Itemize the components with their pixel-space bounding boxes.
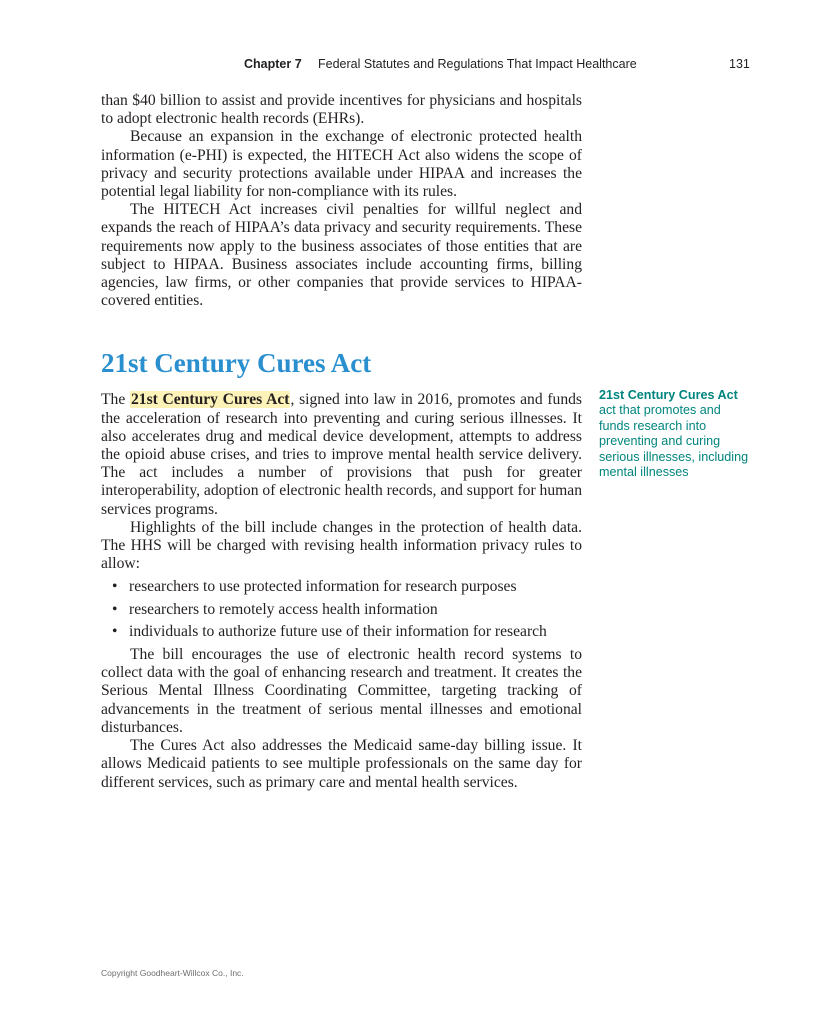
bullet-icon: • — [112, 622, 118, 640]
list-item: • individuals to authorize future use of their information for research — [112, 622, 547, 640]
bullet-icon: • — [112, 578, 118, 596]
section-heading: 21st Century Cures Act — [101, 348, 372, 379]
section-paragraph-3: The bill encourages the use of electronic health record systems to collect data with the goal of enhancing research and treatment. It creates the Serious Mental Illness Coordinating Committee, targeting tracking of advancements in the treatment of serious mental illnesses and emotional disturbances. — [101, 646, 582, 736]
glossary-definition: act that promotes and funds research into preventing and curing serious illnesses, including mental illnesses — [599, 403, 749, 480]
key-term-highlight: 21st Century Cures Act — [130, 391, 290, 409]
section-paragraph-2: Highlights of the bill include changes in the protection of health data. The HHS will be charged with revising health information privacy rules to allow: — [101, 518, 582, 573]
list-item: • researchers to use protected information for research purposes — [112, 578, 517, 596]
intro-paragraph-3: The HITECH Act increases civil penalties for willful neglect and expands the reach of HIPAA’s data privacy and security requirements. These requirements now apply to the business associates of those entities that are subject to HIPAA. Business associates include accounting firms, billing agencies, law firms, or other companies that provide services to HIPAA-covered entities. — [101, 201, 582, 310]
list-item: • researchers to remotely access health information — [112, 600, 438, 618]
section-paragraph-4: The Cures Act also addresses the Medicaid same-day billing issue. It allows Medicaid patients to see multiple professionals on the same day for different services, such as primary care and mental health services. — [101, 737, 582, 791]
main-text-column — [101, 92, 582, 792]
page-number: 131 — [729, 57, 750, 71]
chapter-title: Federal Statutes and Regulations That Impact Healthcare — [318, 57, 637, 71]
section-paragraph-1 — [101, 391, 582, 518]
copyright-footer: Copyright Goodheart-Willcox Co., Inc. — [101, 968, 244, 978]
margin-glossary-note — [599, 388, 749, 480]
lead-text: The — [101, 391, 130, 409]
intro-paragraph-1: than $40 billion to assist and provide incentives for physicians and hospitals to adopt electronic health records (EHRs). — [101, 92, 582, 128]
bullet-icon: • — [112, 600, 118, 618]
glossary-term: 21st Century Cures Act — [599, 388, 738, 402]
chapter-label: Chapter 7 — [244, 57, 302, 71]
intro-paragraph-2: Because an expansion in the exchange of electronic protected health information (e-PHI) is expected, the HITECH Act also widens the scope of privacy and security protections available under HIPAA and increases the potential legal liability for non-compliance with its rules. — [101, 128, 582, 201]
running-header — [0, 57, 816, 75]
paragraph-text: , signed into law in 2016, promotes and funds the acceleration of research into preventing and curing serious illnesses. It also accelerates drug and medical device development, attempts to address the opioid abuse crises, and tries to improve mental health service delivery. The act includes a number of provisions that push for greater interoperability, adoption of electronic health records, and support for human services programs. — [101, 391, 582, 518]
bullet-list — [101, 578, 582, 641]
